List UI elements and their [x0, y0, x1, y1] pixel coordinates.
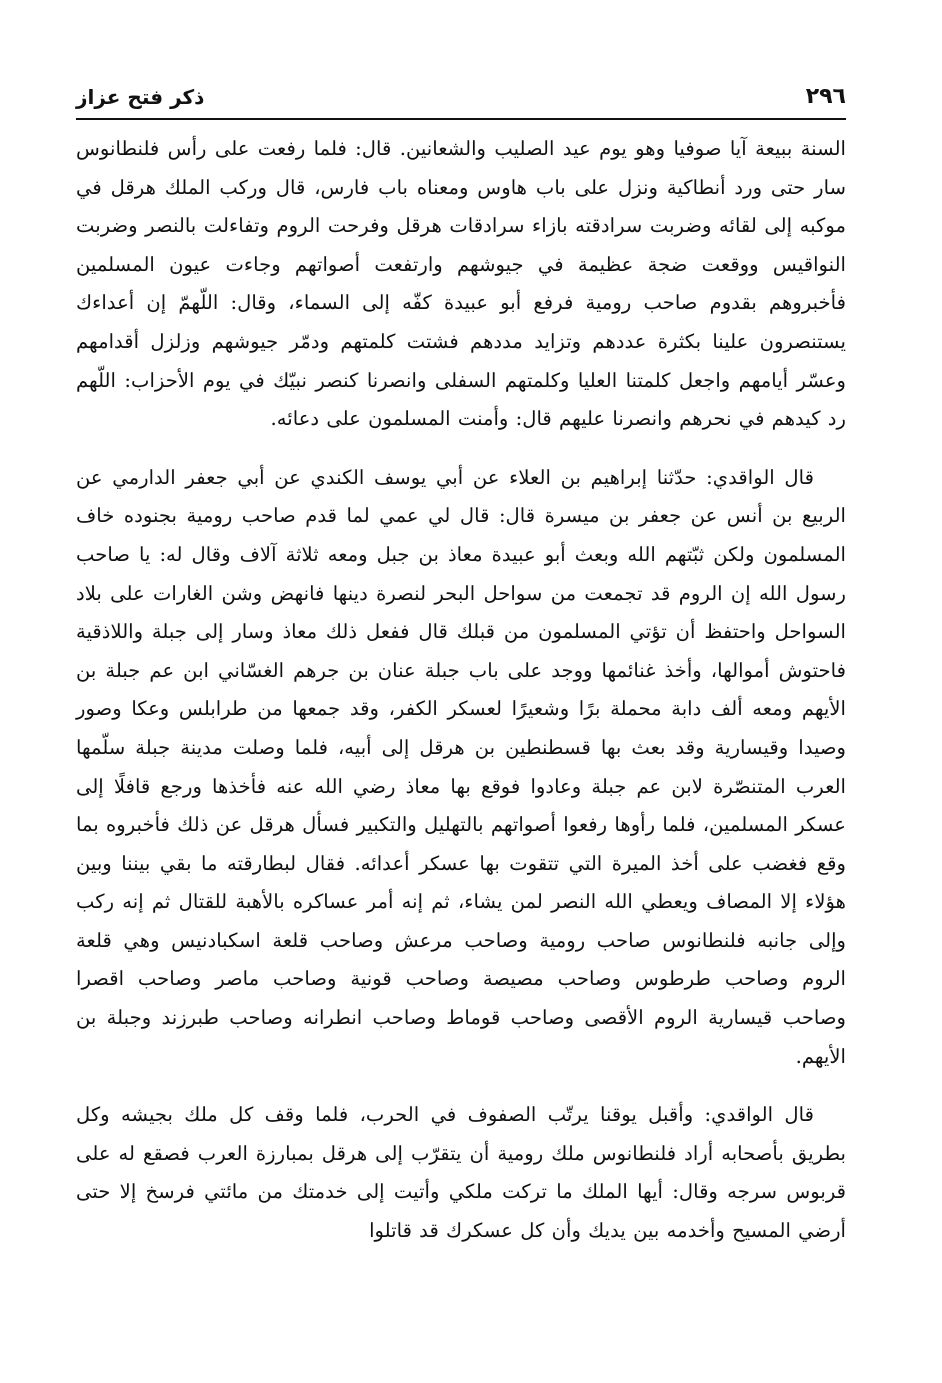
chapter-title: ذكر فتح عزاز	[76, 85, 205, 109]
paragraph-2: قال الواقدي: حدّثنا إبراهيم بن العلاء عن أبي يوسف الكندي عن أبي جعفر الدارمي عن الربيع بن أنس عن جعفر بن ميسرة قال: قال لي عمي لما قدم صاحب رومية بجنوده خاف المسلمون ولكن ثبّتهم الله وبعث أبو عبيدة معاذ بن جبل ومعه ثلاثة آلاف وقال له: يا صاحب رسول الله إن الروم قد تجمعت من سواحل البحر لنصرة دينها فانهض وشن الغارات على بلاد السواحل واحتفظ أن تؤتي المسلمون من قبلك قال ففعل ذلك معاذ وسار إلى جبلة واللاذقية فاحتوش أموالها، وأخذ غنائمها ووجد على باب جبلة عنان بن جرهم الغسّاني ابن عم جبلة بن الأيهم ومعه ألف دابة محملة برًا وشعيرًا لعسكر الكفر، وقد جمعها من طرابلس وعكا وصور وصيدا وقيسارية وقد بعث بها قسطنطين بن هرقل إلى أبيه، فلما وصلت مدينة جبلة سلّمها العرب المتنصّرة لابن عم جبلة وعادوا فوقع بها معاذ رضي الله عنه فأخذها ورجع قافلًا إلى عسكر المسلمين، فلما رأوها رفعوا أصواتهم بالتهليل والتكبير فسأل هرقل عن ذلك فأخبروه بما وقع فغضب على أخذ الميرة التي تتقوت بها عسكر أعدائه. فقال لبطارقته ما بقي بيننا وبين هؤلاء إلا المصاف ويعطي الله النصر لمن يشاء، ثم إنه أمر عساكره بالأهبة للقتال ثم إنه ركب وإلى جانبه فلنطانوس صاحب رومية وصاحب مرعش وصاحب قلعة اسكبادنيس وهي قلعة الروم وصاحب طرطوس وصاحب مصيصة وصاحب قونية وصاحب ماصر وصاحب اقصرا وصاحب قيسارية الروم الأقصى وصاحب قوماط وصاحب انطرانه وصاحب طبرزند وجبلة بن الأيهم.	[76, 465, 846, 1068]
book-page	[76, 78, 846, 1368]
body-text	[76, 130, 846, 1251]
page-number: ٢٩٦	[805, 84, 846, 109]
paragraph-3: قال الواقدي: وأقبل يوقنا يرتّب الصفوف في الحرب، فلما وقف كل ملك بجيشه وكل بطريق بأصحابه أراد فلنطانوس ملك رومية أن يتقرّب إلى هرقل بمبارزة العرب فصقع له على قربوس سرجه وقال: أيها الملك ما تركت ملكي وأتيت إلى خدمتك من مائتي فرسخ إلا حتى أرضي المسيح وأخدمه بين يديك وأن كل عسكرك قد قاتلوا	[76, 1103, 846, 1243]
paragraph-1: السنة ببيعة آيا صوفيا وهو يوم عيد الصليب والشعانين. قال: فلما رفعت على رأس فلنطانوس سار حتى ورد أنطاكية ونزل على باب هاوس ومعناه باب فارس، قال وركب الملك هرقل في موكبه إلى لقائه وضربت سرادقته بازاء سرادقات هرقل وفرحت الروم وتفاءلت بالنصر وضربت النواقيس ووقعت ضجة عظيمة في جيوشهم وارتفعت أصواتهم وجاءت عيون المسلمين فأخبروهم بقدوم صاحب رومية فرفع أبو عبيدة كفّه إلى السماء، وقال: اللّهمّ إن أعداءك يستنصرون علينا بكثرة عددهم وتزايد مددهم فشتت كلمتهم ودمّر جيوشهم وزلزل أقدامهم وعسّر أيامهم واجعل كلمتنا العليا وكلمتهم السفلى وانصرنا كنصر نبيّك في يوم الأحزاب: اللّهم رد كيدهم في نحرهم وانصرنا عليهم قال: وأمنت المسلمون على دعائه.	[76, 137, 847, 431]
running-header	[76, 78, 846, 120]
